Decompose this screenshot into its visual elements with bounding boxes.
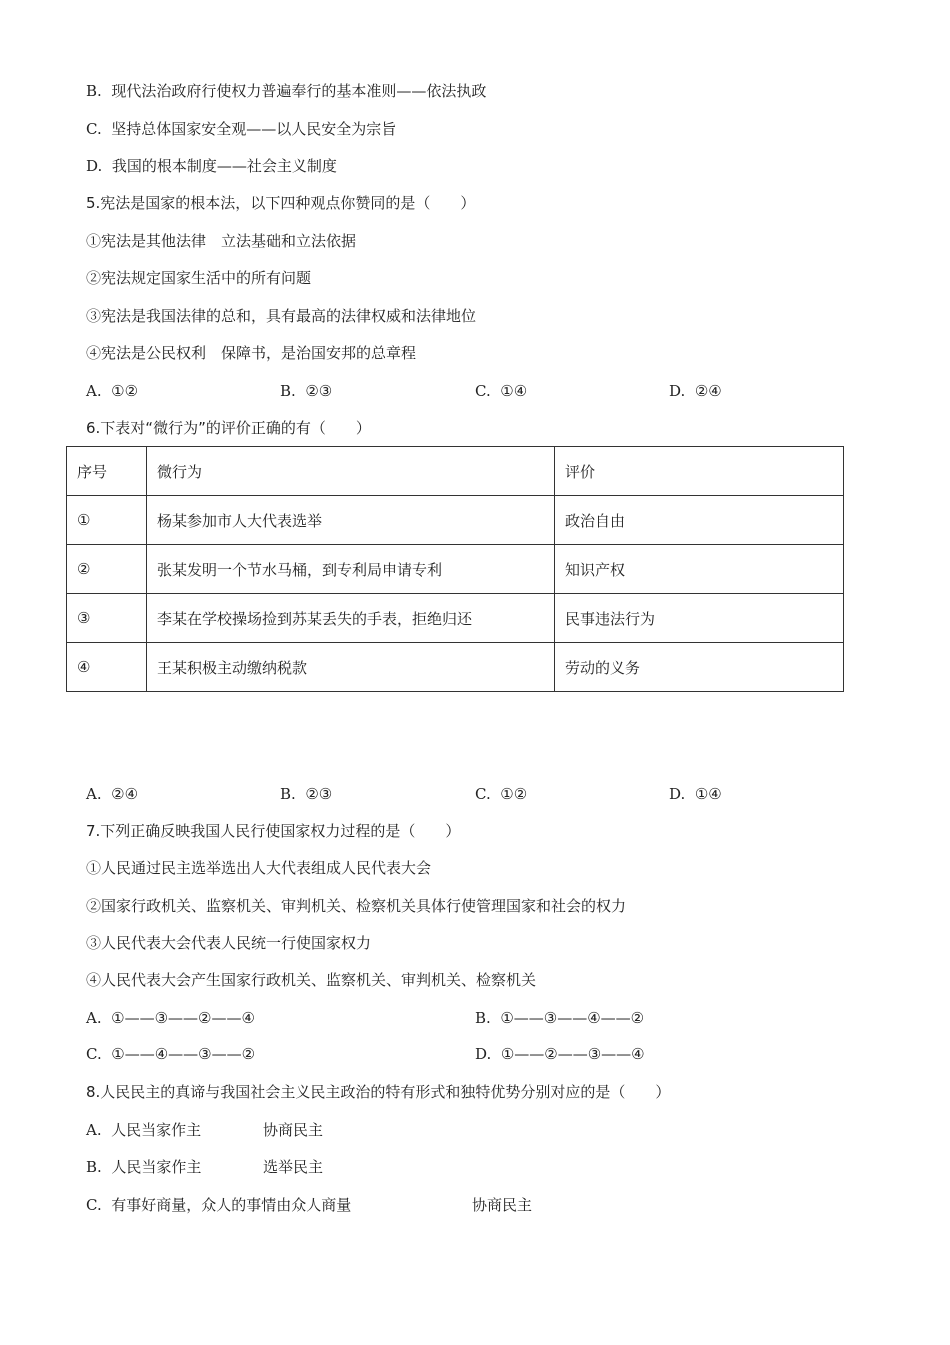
q5-statement-2: ②宪法规定国家生活中的所有问题	[86, 269, 312, 287]
table-cell: 张某发明一个节水马桶，到专利局申请专利	[147, 545, 555, 594]
q7-statement-1: ①人民通过民主选举选出人大代表组成人民代表大会	[86, 859, 432, 877]
header-cell-index: 序号	[67, 447, 147, 496]
header-cell-evaluation: 评价	[555, 447, 844, 496]
q5-option-d: D. ②④	[669, 382, 722, 400]
q8-option-b-second: 选举民主	[263, 1158, 324, 1176]
q8-option-c-second: 协商民主	[472, 1196, 533, 1214]
q7-statement-4: ④人民代表大会产生国家行政机关、监察机关、审判机关、检察机关	[86, 971, 537, 989]
table-row	[67, 643, 844, 692]
q5-option-c: C. ①④	[475, 382, 528, 400]
q7-statement-3: ③人民代表大会代表人民统一行使国家权力	[86, 934, 372, 952]
q6-option-b: B. ②③	[280, 785, 333, 803]
table-cell: ④	[67, 643, 147, 692]
q5-option-a: A. ①②	[86, 382, 139, 400]
table-cell: 杨某参加市人大代表选举	[147, 496, 555, 545]
q6-option-d: D. ①④	[669, 785, 722, 803]
q7-statement-2: ②国家行政机关、监察机关、审判机关、检察机关具体行使管理国家和社会的权力	[86, 897, 627, 915]
header-cell-behavior: 微行为	[147, 447, 555, 496]
table-cell: 王某积极主动缴纳税款	[147, 643, 555, 692]
q5-statement-3: ③宪法是我国法律的总和，具有最高的法律权威和法律地位	[86, 307, 477, 325]
q4-option-c: C. 坚持总体国家安全观——以人民安全为宗旨	[86, 120, 397, 138]
q8-option-b: B. 人民当家作主	[86, 1158, 202, 1176]
q8-option-a-second: 协商民主	[263, 1121, 324, 1139]
behavior-evaluation-table	[66, 446, 844, 692]
table-cell: 民事违法行为	[555, 594, 844, 643]
q7-option-d: D. ①——②——③——④	[475, 1045, 645, 1063]
q8-option-a: A. 人民当家作主	[86, 1121, 202, 1139]
table-row	[67, 496, 844, 545]
q6-title: 6.下表对“微行为”的评价正确的有（ ）	[86, 419, 371, 437]
q7-option-b: B. ①——③——④——②	[475, 1009, 645, 1027]
table-cell: ③	[67, 594, 147, 643]
q5-title: 5.宪法是国家的根本法，以下四种观点你赞同的是（ ）	[86, 194, 476, 212]
table-cell: ②	[67, 545, 147, 594]
table-cell: 劳动的义务	[555, 643, 844, 692]
table-cell: 李某在学校操场捡到苏某丢失的手表，拒绝归还	[147, 594, 555, 643]
q5-option-b: B. ②③	[280, 382, 333, 400]
q7-option-a: A. ①——③——②——④	[86, 1009, 255, 1027]
q7-title: 7.下列正确反映我国人民行使国家权力过程的是（ ）	[86, 822, 461, 840]
table-cell: 政治自由	[555, 496, 844, 545]
q8-title: 8.人民民主的真谛与我国社会主义民主政治的特有形式和独特优势分别对应的是（ ）	[86, 1083, 671, 1101]
q4-option-d: D. 我国的根本制度——社会主义制度	[86, 157, 337, 175]
table-row	[67, 545, 844, 594]
q6-option-a: A. ②④	[86, 785, 139, 803]
table-cell: 知识产权	[555, 545, 844, 594]
q5-statement-1: ①宪法是其他法律 立法基础和立法依据	[86, 232, 357, 250]
q4-option-b: B. 现代法治政府行使权力普遍奉行的基本准则——依法执政	[86, 82, 487, 100]
q5-statement-4: ④宪法是公民权利 保障书，是治国安邦的总章程	[86, 344, 417, 362]
q8-option-c: C. 有事好商量，众人的事情由众人商量	[86, 1196, 352, 1214]
q6-option-c: C. ①②	[475, 785, 528, 803]
table-header-row	[67, 447, 844, 496]
q7-option-c: C. ①——④——③——②	[86, 1045, 256, 1063]
table-cell: ①	[67, 496, 147, 545]
table-row	[67, 594, 844, 643]
